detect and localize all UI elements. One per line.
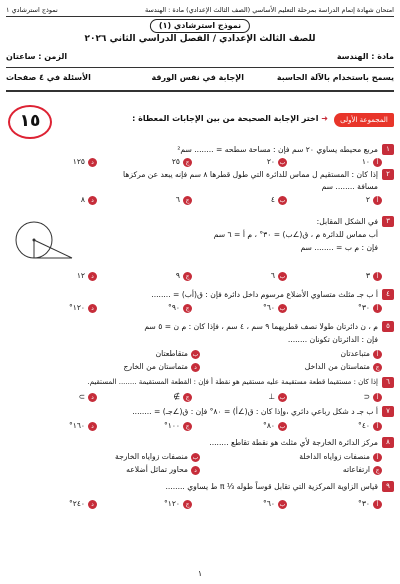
option-text: ٨٠° <box>263 421 275 430</box>
option-text: متماستان من الخارج <box>123 362 188 371</box>
section-badge: المجموعة الأولى <box>334 113 394 127</box>
question-number: ١ <box>382 144 394 155</box>
question-text: قياس الزاوية المركزية التي تقابل قوساً طوله ⅓ π ط يساوي ........ <box>165 482 378 491</box>
option-marker: ب <box>192 350 199 358</box>
notes-row <box>6 73 394 87</box>
option-a[interactable] <box>341 348 383 359</box>
option-marker: ب <box>279 304 286 312</box>
option-marker: أ <box>373 304 382 313</box>
option-marker: د <box>191 363 200 372</box>
option-marker: د <box>88 196 97 205</box>
option-text: ٣٠° <box>358 499 370 508</box>
option-d[interactable] <box>81 194 97 205</box>
option-c[interactable] <box>305 361 382 372</box>
tangent-figure <box>14 212 76 264</box>
question-text: مركز الدائرة الخارجة لأي مثلث هو نقطة تقاطع ........ <box>209 438 378 447</box>
option-marker: د <box>88 500 97 509</box>
option-b[interactable] <box>271 270 287 281</box>
option-marker: أ <box>373 422 382 431</box>
option-marker: ب <box>279 196 286 204</box>
option-d[interactable] <box>69 302 97 313</box>
option-b[interactable] <box>156 348 200 359</box>
option-b[interactable] <box>268 391 287 402</box>
option-c[interactable] <box>172 156 192 167</box>
exam-line: امتحان شهادة إتمام الدراسة بمرحلة التعليم الأساسي (الصف الثالث الإعدادي) مادة : الهندسة <box>144 6 394 14</box>
question-number: ٢ <box>382 169 394 180</box>
question-number: ٣ <box>382 216 394 227</box>
option-text: منصفات زواياه الخارجة <box>115 452 188 461</box>
question-text: أ ب جـ مثلث متساوي الأضلاع مرسوم داخل دائرة فإن : ق(أب) = ........ <box>151 290 378 299</box>
option-d[interactable] <box>126 464 200 475</box>
option-b[interactable] <box>267 156 287 167</box>
grade-line: للصف الثالث الإعدادي / الفصل الدراسي الثاني ٢٠٢٦ <box>84 34 316 44</box>
option-text: ٤٠° <box>358 421 370 430</box>
options-row <box>6 391 382 402</box>
option-marker: ج <box>183 304 192 313</box>
option-marker: ب <box>279 272 286 280</box>
score-value: ١٥ <box>19 111 41 131</box>
option-text: ارتفاعاته <box>342 465 370 474</box>
options-row <box>6 302 382 313</box>
option-a[interactable] <box>364 391 382 402</box>
option-marker: ج <box>183 272 192 281</box>
question-text: مربع محيطه يساوي ٢٠ سم فإن : مساحة سطحه = ........ سم² <box>177 145 378 154</box>
option-text: ١٦٠° <box>68 421 85 430</box>
option-marker: د <box>88 272 97 281</box>
question-text: م ، ن دائرتان طولا نصف قطريهما ٩ سم ، ٤ سم ، فإذا كان : م ن = ٥ سم <box>144 322 378 331</box>
option-marker: أ <box>373 158 382 167</box>
option-marker: ب <box>279 500 286 508</box>
option-marker: أ <box>373 196 382 205</box>
option-marker: ب <box>279 393 286 401</box>
question-text: إذا كان : مستقيما قطعة مستقيمة عليه مستقيم هو نقطة أ فإن : القطعة المستقيمة ........ المستقيم. <box>87 378 378 386</box>
divider <box>6 67 394 68</box>
pages-note: الأسئلة في ٤ صفحات <box>6 73 91 82</box>
option-marker: د <box>88 158 97 167</box>
option-text: ٦٠° <box>263 303 275 312</box>
option-marker: ج <box>373 466 382 475</box>
option-text: ⊃ <box>78 392 85 401</box>
instruction-text: اختر الإجابة الصحيحة من بين الإجابات المعطاة : <box>132 114 319 123</box>
option-text: ٦ <box>175 195 180 204</box>
option-text: متماستان من الداخل <box>304 362 370 371</box>
option-text: ٢٠ <box>266 157 275 166</box>
option-text: ١٠ <box>361 157 370 166</box>
option-a[interactable] <box>366 270 382 281</box>
answer-note: الإجابة في نفس الورقة <box>151 73 244 82</box>
option-a[interactable] <box>299 451 382 462</box>
calculator-note: يسمح باستخدام بالآلة الحاسبة <box>276 73 394 82</box>
divider <box>6 16 394 17</box>
question-text: في الشكل المقابل: <box>316 217 378 226</box>
time: الزمن : ساعتان <box>6 52 68 61</box>
question-text: إذا كان : المستقيم ل مماس للدائرة التي طول قطرها ٨ سم فإنه يبعد عن مركزها <box>123 170 378 179</box>
question-number: ٤ <box>382 289 394 300</box>
option-text: ٩٠° <box>168 303 180 312</box>
option-text: منصفات زواياه الداخلة <box>299 452 370 461</box>
option-c[interactable] <box>343 464 382 475</box>
option-marker: د <box>88 304 97 313</box>
question-number: ٩ <box>382 481 394 492</box>
option-a[interactable] <box>358 498 382 509</box>
option-text: ٩ <box>175 271 180 280</box>
model-tag: نموذج استرشادي ١ <box>6 6 58 14</box>
question-number: ٥ <box>382 321 394 332</box>
option-a[interactable] <box>362 156 382 167</box>
option-d[interactable] <box>73 156 97 167</box>
option-b[interactable] <box>263 420 287 431</box>
divider <box>6 90 394 92</box>
question-text-cont: أب مماس للدائرة م ، ق(∠ب) = ٣٠° ، م أ = ٦ سم <box>213 230 378 239</box>
option-b[interactable] <box>271 194 287 205</box>
option-marker: ج <box>183 500 192 509</box>
option-marker: د <box>191 466 200 475</box>
option-marker: ج <box>183 196 192 205</box>
question-text-cont: فإن : م ب = ........ سم <box>300 243 378 252</box>
option-text: ١٢٠° <box>163 499 180 508</box>
option-c[interactable] <box>176 270 192 281</box>
subject-row <box>6 52 394 66</box>
option-marker: أ <box>373 500 382 509</box>
option-d[interactable] <box>77 270 97 281</box>
option-a[interactable] <box>366 194 382 205</box>
option-c[interactable] <box>173 391 192 402</box>
option-marker: ج <box>183 158 192 167</box>
subject: مادة : الهندسة <box>336 52 394 61</box>
option-text: ⊂ <box>363 392 370 401</box>
option-marker: أ <box>373 453 382 462</box>
option-c[interactable] <box>164 498 192 509</box>
options-row <box>6 270 382 281</box>
page-number: ١ <box>197 569 203 578</box>
options-row <box>6 156 382 167</box>
option-text: ∌ <box>173 392 180 401</box>
option-text: ٣ <box>365 271 370 280</box>
option-a[interactable] <box>358 302 382 313</box>
option-d[interactable] <box>69 498 97 509</box>
option-marker: أ <box>373 393 382 402</box>
section-instruction <box>132 114 328 123</box>
score-circle <box>8 105 52 139</box>
option-text: ١٢ <box>76 271 85 280</box>
header-strip <box>6 4 394 16</box>
question-text-cont: مسافة ........ سم <box>321 182 378 191</box>
option-marker: ج <box>183 393 192 402</box>
option-text: ١٢٠° <box>68 303 85 312</box>
option-text: ٢٤٠° <box>68 499 85 508</box>
option-text: ٨ <box>80 195 85 204</box>
option-a[interactable] <box>358 420 382 431</box>
question-number: ٨ <box>382 437 394 448</box>
option-text: متقاطعتان <box>155 349 188 358</box>
options-row <box>6 194 382 205</box>
option-marker: د <box>88 393 97 402</box>
option-text: ١٠٠° <box>163 421 180 430</box>
question-number: ٧ <box>382 406 394 417</box>
option-text: ٣٠° <box>358 303 370 312</box>
option-d[interactable] <box>79 391 97 402</box>
option-text: ٢٥ <box>171 157 180 166</box>
option-marker: ج <box>183 422 192 431</box>
options-row <box>6 420 382 431</box>
option-c[interactable] <box>164 420 192 431</box>
option-b[interactable] <box>263 302 287 313</box>
question-text: أ ب جـ د شكل رباعي دائري ،وإذا كان : ق(∠أ) = ٨٠° فإن : ق(∠جـ) = ........ <box>132 407 378 416</box>
option-marker: ب <box>279 422 286 430</box>
option-text: متباعدتان <box>340 349 370 358</box>
option-c[interactable] <box>176 194 192 205</box>
option-b[interactable] <box>263 498 287 509</box>
options-row <box>6 498 382 509</box>
option-d[interactable] <box>69 420 97 431</box>
option-marker: ب <box>279 158 286 166</box>
option-text: ١٢٥ <box>72 157 85 166</box>
option-text: ٦٠° <box>263 499 275 508</box>
question-text-cont: فإن : الدائرتان تكونان ........ <box>287 335 378 344</box>
option-text: ٤ <box>270 195 275 204</box>
option-text: ٢ <box>365 195 370 204</box>
option-marker: ب <box>192 453 199 461</box>
option-marker: ج <box>373 363 382 372</box>
question-number: ٦ <box>382 377 394 388</box>
option-marker: أ <box>373 350 382 359</box>
option-text: ⊥ <box>268 392 275 401</box>
option-marker: أ <box>373 272 382 281</box>
option-b[interactable] <box>115 451 200 462</box>
option-c[interactable] <box>168 302 192 313</box>
page-title: نموذج استرشادي (١) <box>150 19 250 33</box>
option-text: ٦ <box>270 271 275 280</box>
option-marker: د <box>88 422 97 431</box>
option-text: محاور تماثل أضلاعه <box>126 465 188 474</box>
arrow-icon: ➜ <box>318 114 328 123</box>
option-d[interactable] <box>124 361 201 372</box>
